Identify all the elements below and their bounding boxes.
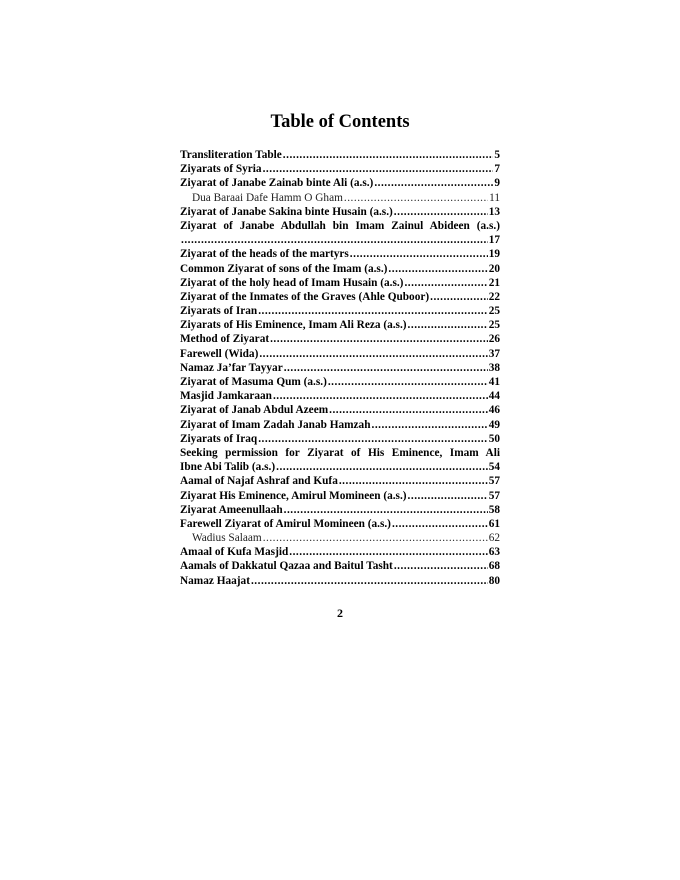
toc-entry[interactable] bbox=[180, 489, 500, 503]
toc-entry-title: Ziyarats of Syria bbox=[180, 163, 262, 176]
toc-entry[interactable] bbox=[180, 347, 500, 361]
toc-subentry[interactable] bbox=[180, 531, 500, 545]
dot-leader bbox=[251, 574, 488, 588]
dot-leader bbox=[259, 347, 487, 361]
toc-entry[interactable] bbox=[180, 418, 500, 432]
toc-entry[interactable] bbox=[180, 233, 500, 247]
toc-entry-title: Ziyarat of the holy head of Imam Husain (a.s.) bbox=[180, 276, 404, 289]
toc-entry-title[interactable]: Seeking permission for Ziyarat of His Eminence, Imam Ali bbox=[180, 446, 500, 459]
toc-entry-title: Wadius Salaam bbox=[192, 532, 262, 545]
toc-entry-title: Ziyarats of Iran bbox=[180, 305, 258, 318]
toc-page-number: 22 bbox=[488, 290, 500, 303]
dot-leader bbox=[372, 418, 488, 432]
toc-page-number: 21 bbox=[488, 276, 500, 289]
dot-leader bbox=[263, 531, 488, 545]
toc-entry[interactable] bbox=[180, 403, 500, 417]
toc-page-number: 44 bbox=[488, 390, 500, 403]
toc-page-number: 41 bbox=[488, 376, 500, 388]
toc-subentry[interactable] bbox=[180, 191, 500, 205]
toc-entry-title: Method of Ziyarat bbox=[180, 333, 270, 346]
toc-entry-title: Namaz Ja’far Tayyar bbox=[180, 361, 283, 374]
page-number: 2 bbox=[337, 606, 343, 620]
toc-page-number: 17 bbox=[488, 234, 500, 247]
dot-leader bbox=[344, 191, 488, 205]
toc-entry-title: Ziyarat of Janab Abdul Azeem bbox=[180, 404, 329, 417]
toc-entry-title[interactable]: Ziyarat of Janabe Abdullah bin Imam Zainul Abideen (a.s.) bbox=[180, 219, 500, 232]
dot-leader bbox=[284, 361, 488, 375]
dot-leader bbox=[283, 148, 494, 162]
dot-leader bbox=[339, 474, 488, 488]
toc-entry[interactable] bbox=[180, 304, 500, 318]
toc-entry-title: Ziyarat of Imam Zadah Janab Hamzah bbox=[180, 418, 371, 431]
toc-page-number: 13 bbox=[488, 205, 500, 218]
dot-leader bbox=[328, 375, 488, 389]
toc-entry[interactable] bbox=[180, 247, 500, 261]
toc-page-number: 7 bbox=[494, 163, 500, 176]
toc-entry-title: Dua Baraai Dafe Hamm O Gham bbox=[192, 191, 343, 204]
toc-entry-title: Farewell Ziyarat of Amirul Momineen (a.s.) bbox=[180, 517, 391, 530]
toc-page-number: 25 bbox=[488, 305, 500, 318]
toc-entry[interactable] bbox=[180, 503, 500, 517]
toc-entry-title: Amaal of Kufa Masjid bbox=[180, 546, 289, 559]
toc-page-number: 57 bbox=[488, 475, 500, 488]
dot-leader bbox=[430, 290, 488, 304]
dot-leader bbox=[273, 389, 488, 403]
dot-leader bbox=[392, 517, 488, 531]
toc-page-number: 54 bbox=[488, 461, 500, 474]
dot-leader bbox=[284, 503, 488, 517]
toc-page-number: 9 bbox=[494, 177, 500, 190]
toc-page-number: 80 bbox=[488, 574, 500, 587]
dot-leader bbox=[289, 545, 487, 559]
dot-leader bbox=[181, 233, 488, 247]
dot-leader bbox=[270, 332, 488, 346]
toc-page-number: 58 bbox=[488, 503, 500, 516]
dot-leader bbox=[263, 162, 494, 176]
toc-entry[interactable] bbox=[180, 545, 500, 559]
toc-entry-title: Ziyarat of the heads of the martyrs bbox=[180, 248, 349, 261]
dot-leader bbox=[408, 489, 488, 503]
toc-entry[interactable] bbox=[180, 318, 500, 332]
toc-entry-title: Ziyarat Ameenullaah bbox=[180, 503, 283, 516]
toc-entry[interactable] bbox=[180, 262, 500, 276]
toc-page-number: 61 bbox=[488, 517, 500, 530]
toc-entry[interactable] bbox=[180, 460, 500, 474]
toc-entry[interactable] bbox=[180, 276, 500, 290]
toc-entry-title: Ziyarat His Eminence, Amirul Momineen (a.s.) bbox=[180, 489, 407, 502]
toc-page-number: 68 bbox=[488, 560, 500, 573]
toc-entry[interactable] bbox=[180, 205, 500, 219]
toc-entry-title-continued: Ibne Abi Talib (a.s.) bbox=[180, 461, 276, 474]
toc-entry-title: Aamals of Dakkatul Qazaa and Baitul Tasht bbox=[180, 560, 393, 573]
toc-entry-title: Masjid Jamkaraan bbox=[180, 390, 272, 403]
dot-leader bbox=[404, 276, 487, 290]
toc-entry[interactable] bbox=[180, 474, 500, 488]
toc-page-number: 25 bbox=[488, 319, 500, 332]
toc-entry[interactable] bbox=[180, 361, 500, 375]
page-title: Table of Contents bbox=[270, 112, 410, 132]
toc-entry[interactable] bbox=[180, 148, 500, 162]
toc-page-number: 11 bbox=[489, 191, 500, 204]
toc-page-number: 49 bbox=[488, 418, 500, 431]
dot-leader bbox=[329, 403, 488, 417]
toc-entry[interactable] bbox=[180, 432, 500, 446]
toc-page-number: 38 bbox=[488, 361, 500, 374]
toc-entry[interactable] bbox=[180, 389, 500, 403]
table-of-contents bbox=[180, 148, 500, 588]
dot-leader bbox=[394, 205, 488, 219]
toc-entry[interactable] bbox=[180, 290, 500, 304]
toc-entry-title: Ziyarats of Iraq bbox=[180, 432, 258, 445]
toc-page-number: 46 bbox=[488, 404, 500, 417]
toc-page-number: 20 bbox=[488, 262, 500, 275]
toc-entry-title: Aamal of Najaf Ashraf and Kufa bbox=[180, 475, 338, 488]
toc-entry-title: Ziyarat of Janabe Sakina binte Husain (a.s.) bbox=[180, 205, 393, 218]
toc-page-number: 63 bbox=[488, 546, 500, 559]
toc-page-number: 62 bbox=[488, 532, 500, 545]
dot-leader bbox=[276, 460, 488, 474]
toc-entry-title: Common Ziyarat of sons of the Imam (a.s.) bbox=[180, 262, 388, 275]
toc-page-number: 5 bbox=[494, 149, 500, 161]
toc-entry[interactable] bbox=[180, 574, 500, 588]
toc-entry[interactable] bbox=[180, 559, 500, 573]
dot-leader bbox=[350, 247, 488, 261]
toc-entry-title: Namaz Haajat bbox=[180, 574, 250, 587]
dot-leader bbox=[258, 304, 488, 318]
toc-entry-title: Ziyarats of His Eminence, Imam Ali Reza (a.s.) bbox=[180, 319, 407, 332]
toc-page-number: 26 bbox=[488, 333, 500, 346]
toc-entry-title: Farewell (Wida) bbox=[180, 347, 259, 360]
dot-leader bbox=[394, 559, 488, 573]
toc-page-number: 37 bbox=[488, 347, 500, 360]
toc-entry[interactable] bbox=[180, 517, 500, 531]
dot-leader bbox=[258, 432, 488, 446]
toc-entry-title: Ziyarat of Janabe Zainab binte Ali (a.s.) bbox=[180, 177, 374, 190]
toc-entry-title: Transliteration Table bbox=[180, 149, 282, 161]
toc-page-number: 19 bbox=[488, 248, 500, 261]
toc-entry[interactable] bbox=[180, 332, 500, 346]
toc-page-number: 57 bbox=[488, 489, 500, 502]
toc-entry[interactable] bbox=[180, 176, 500, 190]
toc-page-number: 50 bbox=[488, 432, 500, 445]
toc-entry[interactable] bbox=[180, 375, 500, 389]
toc-entry-title: Ziyarat of the Inmates of the Graves (Ahle Quboor) bbox=[180, 290, 430, 303]
dot-leader bbox=[408, 318, 488, 332]
toc-entry[interactable] bbox=[180, 162, 500, 176]
dot-leader bbox=[388, 262, 487, 276]
dot-leader bbox=[374, 176, 493, 190]
toc-entry-title: Ziyarat of Masuma Qum (a.s.) bbox=[180, 376, 327, 388]
